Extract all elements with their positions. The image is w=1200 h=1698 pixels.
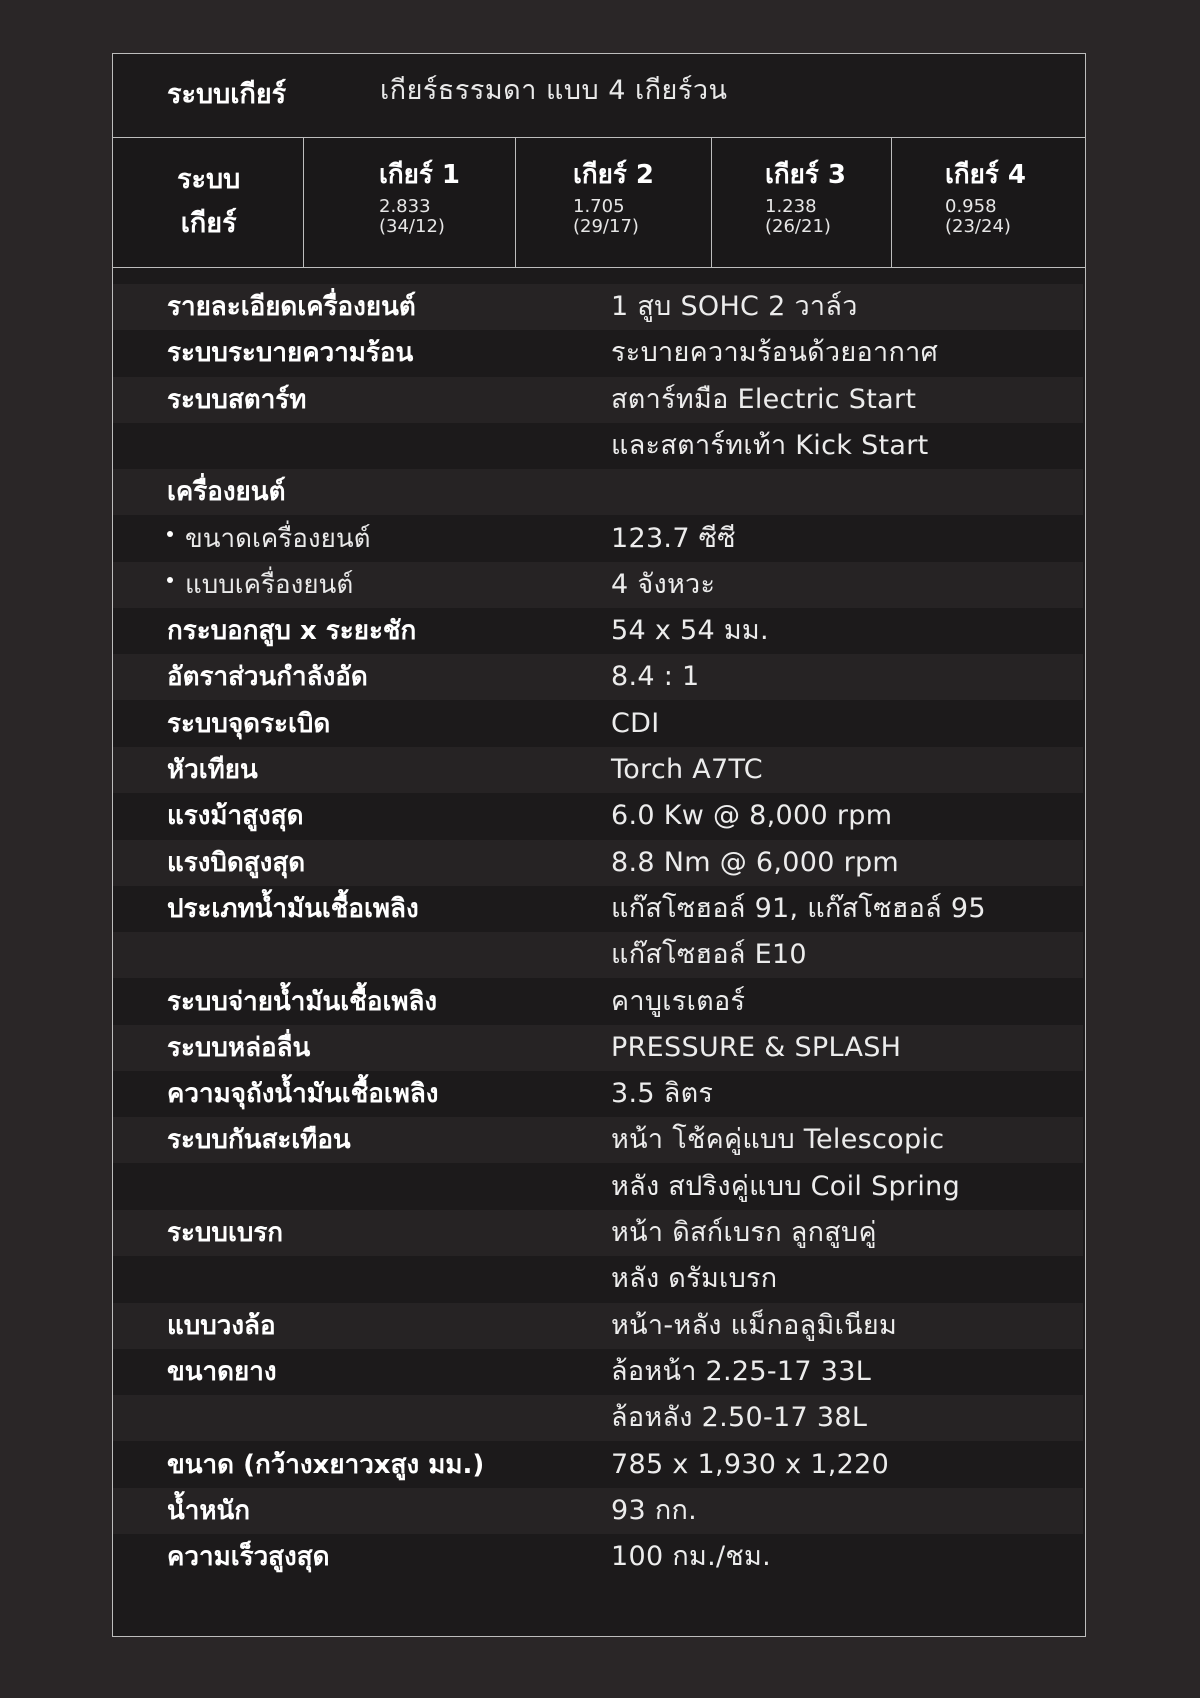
spec-label-text: ระบบหล่อลื่น — [167, 1033, 311, 1063]
spec-row — [113, 562, 1083, 608]
spec-row — [113, 1534, 1083, 1580]
spec-row — [113, 1442, 1083, 1488]
spec-label — [167, 659, 368, 695]
gear-system-label: ระบบเกียร์ — [167, 79, 287, 110]
spec-label-text: เครื่องยนต์ — [167, 477, 286, 507]
spec-value: ล้อหลัง 2.50-17 38L — [611, 1402, 868, 1433]
spec-label-text: หัวเทียน — [167, 755, 258, 785]
spec-value: 123.7 ซีซี — [611, 523, 736, 554]
spec-label-text: แบบเครื่องยนต์ — [185, 570, 354, 600]
spec-label — [167, 474, 285, 510]
spec-row — [113, 377, 1083, 423]
gear-4-cell — [891, 138, 1085, 267]
spec-label-text: ระบบกันสะเทือน — [167, 1125, 351, 1155]
spec-value: 6.0 Kw @ 8,000 rpm — [611, 800, 893, 831]
gear-ratio-header-label — [177, 158, 240, 246]
spec-value: CDI — [611, 708, 660, 739]
spec-value: แก๊สโซฮอล์ 91, แก๊สโซฮอล์ 95 — [611, 893, 986, 924]
gear-1-teeth: (34/12) — [379, 216, 445, 237]
spec-row — [113, 1256, 1083, 1302]
spec-value: และสตาร์ทเท้า Kick Start — [611, 430, 929, 461]
spec-label — [167, 1447, 484, 1483]
gear-2-teeth: (29/17) — [573, 216, 639, 237]
spec-value: คาบูเรเตอร์ — [611, 986, 746, 1017]
spec-label-text: ระบบจ่ายน้ำมันเชื้อเพลิง — [167, 987, 438, 1017]
spec-row — [113, 1071, 1083, 1117]
gear-3-name: เกียร์ 3 — [765, 160, 846, 190]
spec-row — [113, 654, 1083, 700]
spec-row — [113, 932, 1083, 978]
spec-row — [113, 840, 1083, 886]
spec-label-text: รายละเอียดเครื่องยนต์ — [167, 292, 416, 322]
spec-value: หน้า โช้คคู่แบบ Telescopic — [611, 1124, 945, 1155]
spec-label — [167, 289, 416, 325]
spec-row — [113, 608, 1083, 654]
spec-sub-label — [167, 567, 353, 603]
spec-value: หลัง สปริงคู่แบบ Coil Spring — [611, 1171, 961, 1202]
spec-row — [113, 701, 1083, 747]
spec-label — [167, 335, 413, 371]
spec-row — [113, 1395, 1083, 1441]
spec-row — [113, 1210, 1083, 1256]
spec-label — [167, 1030, 310, 1066]
spec-label — [167, 1076, 439, 1112]
spec-label — [167, 706, 330, 742]
spec-label-text: อัตราส่วนกำลังอัด — [167, 662, 368, 692]
gear-4-teeth: (23/24) — [945, 216, 1011, 237]
bullet-icon — [167, 531, 173, 537]
gear-1-name: เกียร์ 1 — [379, 160, 460, 190]
spec-table — [112, 53, 1086, 1637]
spec-label — [167, 752, 258, 788]
spec-label-text: ขนาด (กว้างxยาวxสูง มม.) — [167, 1450, 485, 1480]
spec-label-text: ระบบระบายความร้อน — [167, 338, 414, 368]
spec-value: 4 จังหวะ — [611, 569, 716, 600]
gear-2-cell — [515, 138, 711, 267]
spec-value: 8.4 : 1 — [611, 661, 700, 692]
spec-value: 3.5 ลิตร — [611, 1078, 714, 1109]
spec-row — [113, 469, 1083, 515]
spec-value: ระบายความร้อนด้วยอากาศ — [611, 337, 939, 368]
spec-label — [167, 613, 416, 649]
spec-label — [167, 1215, 283, 1251]
spec-label-text: ประเภทน้ำมันเชื้อเพลิง — [167, 894, 419, 924]
spec-label-text: ระบบสตาร์ท — [167, 385, 307, 415]
spec-row — [113, 747, 1083, 793]
spec-label — [167, 1539, 330, 1575]
spec-label-text: ขนาดเครื่องยนต์ — [185, 524, 371, 554]
spec-sub-label — [167, 521, 370, 557]
spec-value: 1 สูบ SOHC 2 วาล์ว — [611, 291, 858, 322]
gear-ratio-header-line2: เกียร์ — [180, 208, 237, 239]
spec-label-text: ขนาดยาง — [167, 1357, 277, 1387]
spec-value: 8.8 Nm @ 6,000 rpm — [611, 847, 900, 878]
spec-row — [113, 516, 1083, 562]
gear-1-ratio: 2.833 — [379, 196, 431, 217]
spec-row — [113, 1025, 1083, 1071]
gear-3-teeth: (26/21) — [765, 216, 831, 237]
gear-system-value: เกียร์ธรรมดา แบบ 4 เกียร์วน — [380, 75, 728, 106]
spec-label — [167, 382, 306, 418]
gear-3-cell — [711, 138, 891, 267]
spec-label-text: ความเร็วสูงสุด — [167, 1542, 330, 1572]
spec-row — [113, 1488, 1083, 1534]
spec-label-text: แรงบิดสูงสุด — [167, 848, 306, 878]
gear-4-name: เกียร์ 4 — [945, 160, 1026, 190]
spec-label — [167, 1308, 276, 1344]
spec-label-text: น้ำหนัก — [167, 1496, 251, 1526]
spec-value: ล้อหน้า 2.25-17 33L — [611, 1356, 872, 1387]
gear-ratio-header-cell — [113, 138, 303, 267]
spec-label — [167, 1354, 277, 1390]
spec-row — [113, 793, 1083, 839]
gear-ratio-header-line1: ระบบ — [177, 164, 241, 195]
spec-row — [113, 1303, 1083, 1349]
bullet-icon — [167, 577, 173, 583]
spec-value: 54 x 54 มม. — [611, 615, 769, 646]
spec-value: 93 กก. — [611, 1495, 698, 1526]
spec-value: หน้า-หลัง แม็กอลูมิเนียม — [611, 1310, 898, 1341]
spec-label-text: แบบวงล้อ — [167, 1311, 276, 1341]
gear-3-ratio: 1.238 — [765, 196, 817, 217]
spec-row — [113, 1117, 1083, 1163]
spec-label — [167, 984, 437, 1020]
spec-row — [113, 330, 1083, 376]
gear-system-row — [113, 54, 1085, 138]
spec-label-text: กระบอกสูบ x ระยะชัก — [167, 616, 417, 646]
spec-label-text: ความจุถังน้ำมันเชื้อเพลิง — [167, 1079, 439, 1109]
gear-2-ratio: 1.705 — [573, 196, 625, 217]
spec-label-text: ระบบจุดระเบิด — [167, 709, 331, 739]
spec-value: แก๊สโซฮอล์ E10 — [611, 939, 807, 970]
spec-label-text: ระบบเบรก — [167, 1218, 284, 1248]
spec-label — [167, 891, 419, 927]
spec-row — [113, 1164, 1083, 1210]
spec-label — [167, 1122, 351, 1158]
spec-row — [113, 284, 1083, 330]
gear-4-ratio: 0.958 — [945, 196, 997, 217]
gear-2-name: เกียร์ 2 — [573, 160, 654, 190]
spec-row — [113, 979, 1083, 1025]
spec-row — [113, 1349, 1083, 1395]
spec-row — [113, 886, 1083, 932]
spec-label — [167, 798, 303, 834]
spec-value: Torch A7TC — [611, 754, 763, 785]
spec-value: หน้า ดิสก์เบรก ลูกสูบคู่ — [611, 1217, 877, 1248]
spec-row — [113, 423, 1083, 469]
gear-1-cell — [303, 138, 515, 267]
spec-label — [167, 1493, 250, 1529]
spec-value: PRESSURE & SPLASH — [611, 1032, 902, 1063]
spec-label-text: แรงม้าสูงสุด — [167, 801, 304, 831]
spec-value: สตาร์ทมือ Electric Start — [611, 384, 917, 415]
spec-label — [167, 845, 305, 881]
spec-value: 100 กม./ชม. — [611, 1541, 771, 1572]
gear-ratio-row — [113, 138, 1085, 268]
spec-value: 785 x 1,930 x 1,220 — [611, 1449, 890, 1480]
spec-value: หลัง ดรัมเบรก — [611, 1263, 778, 1294]
